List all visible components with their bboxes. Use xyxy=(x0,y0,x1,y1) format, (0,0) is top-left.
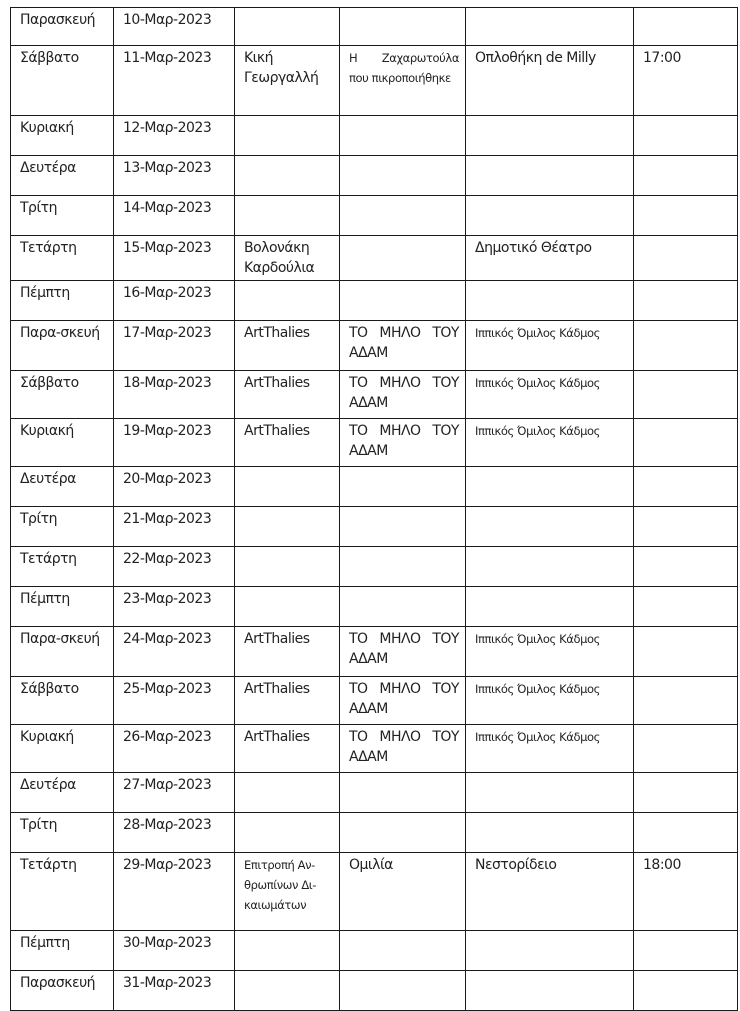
day-cell: Τρίτη xyxy=(11,813,114,853)
day-cell: Τρίτη xyxy=(11,507,114,547)
event-cell xyxy=(340,813,466,853)
event-cell xyxy=(340,971,466,1011)
time-cell xyxy=(634,547,738,587)
organizer-cell xyxy=(235,467,340,507)
time-cell xyxy=(634,507,738,547)
time-cell xyxy=(634,587,738,627)
time-cell xyxy=(634,236,738,281)
event-cell: ΤΟ ΜΗΛΟ ΤΟΥ ΑΔΑΜ xyxy=(340,371,466,419)
time-cell: 18:00 xyxy=(634,853,738,931)
event-cell xyxy=(340,547,466,587)
table-row xyxy=(11,507,738,547)
day-cell: Πέμπτη xyxy=(11,587,114,627)
organizer-cell xyxy=(235,971,340,1011)
event-cell: ΤΟ ΜΗΛΟ ΤΟΥ ΑΔΑΜ xyxy=(340,419,466,467)
organizer-cell: ArtThalies xyxy=(235,627,340,677)
table-row xyxy=(11,236,738,281)
event-cell xyxy=(340,281,466,321)
time-cell xyxy=(634,116,738,156)
event-cell xyxy=(340,773,466,813)
date-cell: 16-Μαρ-2023 xyxy=(114,281,235,321)
venue-cell: Νεστορίδειο xyxy=(466,853,634,931)
date-cell: 27-Μαρ-2023 xyxy=(114,773,235,813)
day-cell: Πέμπτη xyxy=(11,281,114,321)
date-cell: 29-Μαρ-2023 xyxy=(114,853,235,931)
event-cell xyxy=(340,507,466,547)
event-cell: ΤΟ ΜΗΛΟ ΤΟΥ ΑΔΑΜ xyxy=(340,677,466,725)
venue-cell: Ιππικός Όμιλος Κάδμος xyxy=(466,419,634,467)
table-row xyxy=(11,627,738,677)
venue-cell xyxy=(466,547,634,587)
time-cell xyxy=(634,773,738,813)
table-row xyxy=(11,196,738,236)
organizer-cell: Βολονάκη Καρδούλια xyxy=(235,236,340,281)
day-cell: Δευτέρα xyxy=(11,156,114,196)
time-cell xyxy=(634,725,738,773)
day-cell: Τετάρτη xyxy=(11,853,114,931)
organizer-cell xyxy=(235,813,340,853)
date-cell: 25-Μαρ-2023 xyxy=(114,677,235,725)
time-cell xyxy=(634,627,738,677)
day-cell: Παρα-σκευή xyxy=(11,321,114,371)
date-cell: 14-Μαρ-2023 xyxy=(114,196,235,236)
organizer-cell: Επιτροπή Αν-θρωπίνων Δι-καιωμάτων xyxy=(235,853,340,931)
venue-cell xyxy=(466,156,634,196)
day-cell: Τετάρτη xyxy=(11,236,114,281)
event-cell xyxy=(340,931,466,971)
venue-cell: Ιππικός Όμιλος Κάδμος xyxy=(466,677,634,725)
events-table-body xyxy=(11,8,738,1011)
venue-cell xyxy=(466,196,634,236)
organizer-cell xyxy=(235,507,340,547)
organizer-cell: ArtThalies xyxy=(235,677,340,725)
day-cell: Παρασκευή xyxy=(11,8,114,46)
date-cell: 26-Μαρ-2023 xyxy=(114,725,235,773)
time-cell xyxy=(634,467,738,507)
table-row xyxy=(11,8,738,46)
date-cell: 31-Μαρ-2023 xyxy=(114,971,235,1011)
venue-cell xyxy=(466,931,634,971)
event-cell: ΤΟ ΜΗΛΟ ΤΟΥ ΑΔΑΜ xyxy=(340,725,466,773)
day-cell: Σάββατο xyxy=(11,46,114,116)
date-cell: 17-Μαρ-2023 xyxy=(114,321,235,371)
table-row xyxy=(11,46,738,116)
table-row xyxy=(11,813,738,853)
table-row xyxy=(11,547,738,587)
table-row xyxy=(11,677,738,725)
date-cell: 24-Μαρ-2023 xyxy=(114,627,235,677)
day-cell: Δευτέρα xyxy=(11,773,114,813)
time-cell xyxy=(634,971,738,1011)
table-row xyxy=(11,281,738,321)
organizer-cell xyxy=(235,773,340,813)
day-cell: Τρίτη xyxy=(11,196,114,236)
day-cell: Κυριακή xyxy=(11,725,114,773)
time-cell xyxy=(634,321,738,371)
date-cell: 21-Μαρ-2023 xyxy=(114,507,235,547)
event-cell: Η Ζαχαρωτούλα που πικροποιήθηκε xyxy=(340,46,466,116)
date-cell: 19-Μαρ-2023 xyxy=(114,419,235,467)
venue-cell: Δημοτικό Θέατρο xyxy=(466,236,634,281)
date-cell: 12-Μαρ-2023 xyxy=(114,116,235,156)
event-cell xyxy=(340,116,466,156)
event-cell: ΤΟ ΜΗΛΟ ΤΟΥ ΑΔΑΜ xyxy=(340,627,466,677)
event-cell xyxy=(340,196,466,236)
time-cell xyxy=(634,156,738,196)
venue-cell: Ιππικός Όμιλος Κάδμος xyxy=(466,321,634,371)
table-row xyxy=(11,931,738,971)
venue-cell xyxy=(466,467,634,507)
date-cell: 18-Μαρ-2023 xyxy=(114,371,235,419)
date-cell: 11-Μαρ-2023 xyxy=(114,46,235,116)
event-cell xyxy=(340,156,466,196)
table-row xyxy=(11,725,738,773)
time-cell xyxy=(634,8,738,46)
table-row xyxy=(11,156,738,196)
date-cell: 13-Μαρ-2023 xyxy=(114,156,235,196)
event-cell xyxy=(340,236,466,281)
day-cell: Δευτέρα xyxy=(11,467,114,507)
event-cell xyxy=(340,587,466,627)
day-cell: Τετάρτη xyxy=(11,547,114,587)
date-cell: 20-Μαρ-2023 xyxy=(114,467,235,507)
date-cell: 30-Μαρ-2023 xyxy=(114,931,235,971)
organizer-cell xyxy=(235,196,340,236)
time-cell xyxy=(634,196,738,236)
day-cell: Σάββατο xyxy=(11,677,114,725)
organizer-cell xyxy=(235,931,340,971)
venue-cell xyxy=(466,507,634,547)
time-cell xyxy=(634,931,738,971)
event-cell xyxy=(340,467,466,507)
table-row xyxy=(11,116,738,156)
table-row xyxy=(11,321,738,371)
venue-cell xyxy=(466,971,634,1011)
events-table xyxy=(10,7,738,1011)
venue-cell: Ιππικός Όμιλος Κάδμος xyxy=(466,725,634,773)
day-cell: Παρασκευή xyxy=(11,971,114,1011)
date-cell: 28-Μαρ-2023 xyxy=(114,813,235,853)
venue-cell xyxy=(466,116,634,156)
time-cell xyxy=(634,813,738,853)
venue-cell xyxy=(466,773,634,813)
organizer-cell xyxy=(235,547,340,587)
venue-cell xyxy=(466,813,634,853)
venue-cell: Ιππικός Όμιλος Κάδμος xyxy=(466,627,634,677)
time-cell: 17:00 xyxy=(634,46,738,116)
organizer-cell xyxy=(235,587,340,627)
table-row xyxy=(11,419,738,467)
table-row xyxy=(11,773,738,813)
table-row xyxy=(11,467,738,507)
organizer-cell xyxy=(235,281,340,321)
time-cell xyxy=(634,419,738,467)
event-cell: Ομιλία xyxy=(340,853,466,931)
day-cell: Σάββατο xyxy=(11,371,114,419)
venue-cell xyxy=(466,587,634,627)
date-cell: 10-Μαρ-2023 xyxy=(114,8,235,46)
organizer-cell: ArtThalies xyxy=(235,419,340,467)
date-cell: 22-Μαρ-2023 xyxy=(114,547,235,587)
time-cell xyxy=(634,371,738,419)
table-row xyxy=(11,971,738,1011)
organizer-cell: ArtThalies xyxy=(235,321,340,371)
day-cell: Πέμπτη xyxy=(11,931,114,971)
organizer-cell xyxy=(235,156,340,196)
organizer-cell: ArtThalies xyxy=(235,725,340,773)
organizer-cell: Κική Γεωργαλλή xyxy=(235,46,340,116)
time-cell xyxy=(634,677,738,725)
organizer-cell: ArtThalies xyxy=(235,371,340,419)
event-cell xyxy=(340,8,466,46)
table-row xyxy=(11,371,738,419)
day-cell: Κυριακή xyxy=(11,419,114,467)
table-row xyxy=(11,853,738,931)
time-cell xyxy=(634,281,738,321)
event-cell: ΤΟ ΜΗΛΟ ΤΟΥ ΑΔΑΜ xyxy=(340,321,466,371)
day-cell: Κυριακή xyxy=(11,116,114,156)
venue-cell xyxy=(466,281,634,321)
organizer-cell xyxy=(235,116,340,156)
organizer-cell xyxy=(235,8,340,46)
venue-cell: Ιππικός Όμιλος Κάδμος xyxy=(466,371,634,419)
date-cell: 15-Μαρ-2023 xyxy=(114,236,235,281)
day-cell: Παρα-σκευή xyxy=(11,627,114,677)
date-cell: 23-Μαρ-2023 xyxy=(114,587,235,627)
table-row xyxy=(11,587,738,627)
venue-cell: Οπλοθήκη de Milly xyxy=(466,46,634,116)
venue-cell xyxy=(466,8,634,46)
